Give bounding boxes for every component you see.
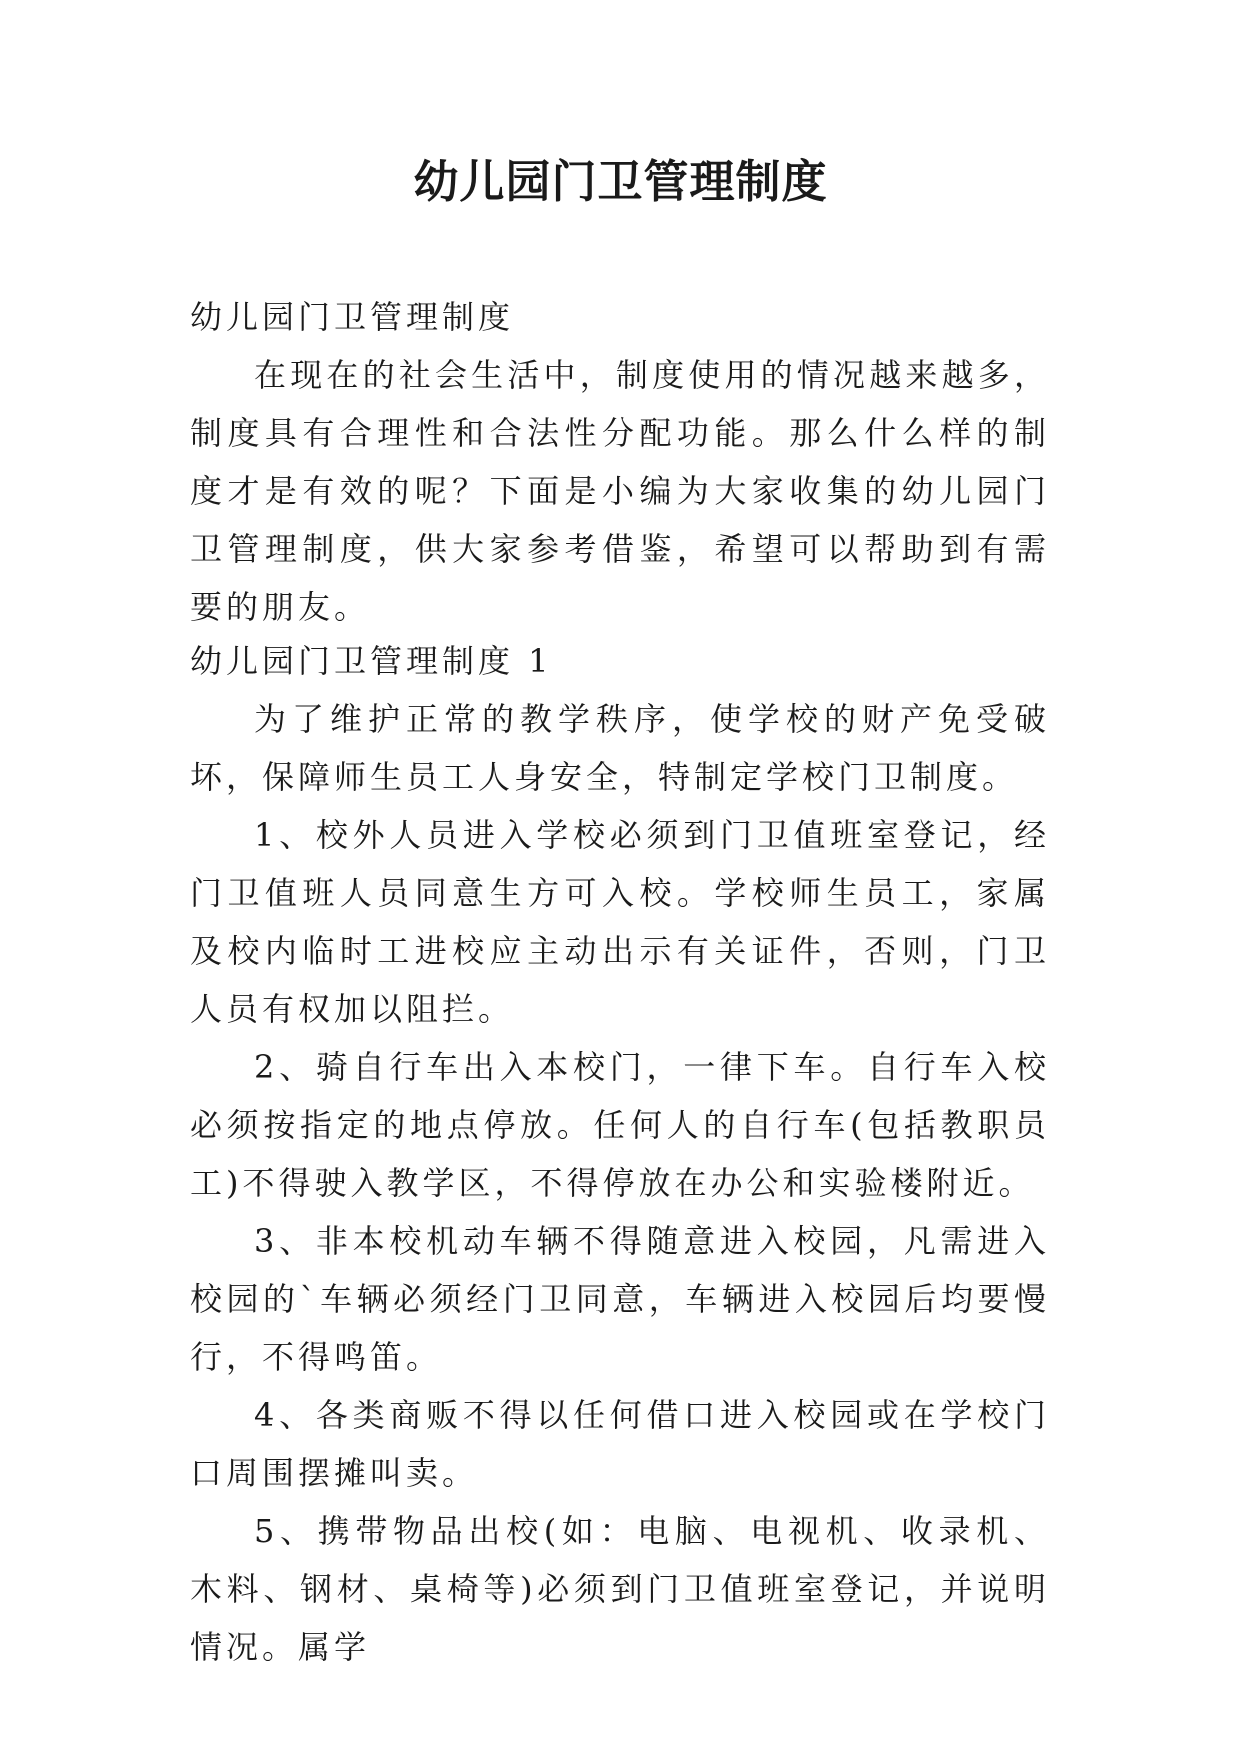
intro-section: [190, 288, 1050, 636]
section-1-paragraph: 为了维护正常的教学秩序，使学校的财产免受破坏，保障师生员工人身安全，特制定学校门卫制度。: [190, 700, 1050, 796]
document-title: 幼儿园门卫管理制度: [413, 155, 828, 208]
rule-item-1: 1、校外人员进入学校必须到门卫值班室登记，经门卫值班人员同意生方可入校。学校师生员工，家属及校内临时工进校应主动出示有关证件，否则，门卫人员有权加以阻拦。: [190, 816, 1050, 1028]
section-1-heading: 幼儿园门卫管理制度 1: [190, 642, 553, 680]
rule-item-2: 2、骑自行车出入本校门，一律下车。自行车入校必须按指定的地点停放。任何人的自行车(包括教职员工)不得驶入教学区，不得停放在办公和实验楼附近。: [190, 1048, 1050, 1202]
section-1: [190, 632, 1050, 1676]
rule-item-5: 5、携带物品出校(如：电脑、电视机、收录机、木料、钢材、桌椅等)必须到门卫值班室登记，并说明情况。属学: [190, 1512, 1050, 1666]
intro-paragraph: 在现在的社会生活中，制度使用的情况越来越多，制度具有合理性和合法性分配功能。那么什么样的制度才是有效的呢？下面是小编为大家收集的幼儿园门卫管理制度，供大家参考借鉴，希望可以帮助到有需要的朋友。: [190, 356, 1050, 626]
intro-heading: 幼儿园门卫管理制度: [190, 298, 515, 336]
rule-item-4: 4、各类商贩不得以任何借口进入校园或在学校门口周围摆摊叫卖。: [190, 1396, 1050, 1492]
rule-item-3: 3、非本校机动车辆不得随意进入校园，凡需进入校园的`车辆必须经门卫同意，车辆进入校园后均要慢行，不得鸣笛。: [190, 1222, 1050, 1376]
